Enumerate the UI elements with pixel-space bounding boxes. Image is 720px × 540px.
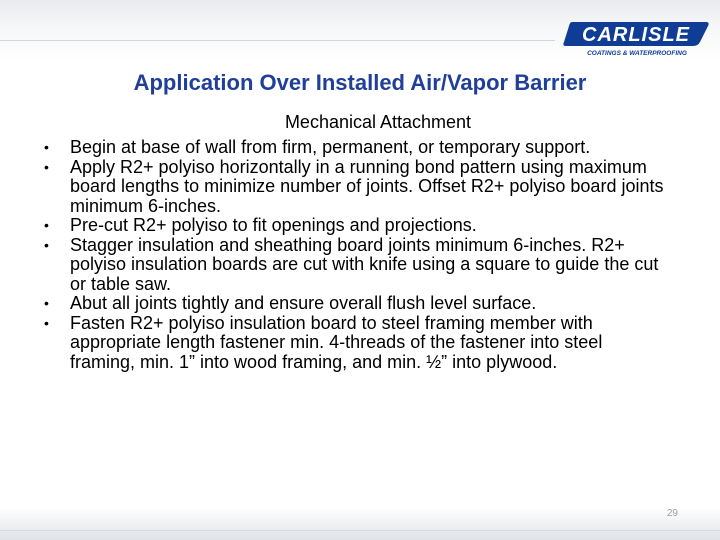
slide-title: Application Over Installed Air/Vapor Barrier: [133, 70, 587, 95]
page-number: 29: [666, 508, 678, 519]
bullet-item: • Fasten R2+ polyiso insulation board to steel framing member with appropriate length fastener min. 4-threads of the fastener into steel framing, min. 1” into wood framing, and min. ½” into plywood.: [70, 314, 670, 373]
bullet-item: • Abut all joints tightly and ensure overall flush level surface.: [70, 294, 670, 314]
footer-band: [0, 508, 720, 540]
bullet-item: • Pre-cut R2+ polyiso to fit openings and projections.: [70, 216, 670, 236]
bullet-item: • Apply R2+ polyiso horizontally in a running bond pattern using maximum board lengths to minimize number of joints. Offset R2+ polyiso board joints minimum 6-inches.: [70, 158, 670, 217]
bullet-list: [70, 138, 670, 372]
slide-subtitle: Mechanical Attachment: [284, 112, 472, 132]
logo-wordmark: CARLISLE: [582, 24, 690, 46]
carlisle-logo: [562, 18, 712, 60]
header-rule: [0, 40, 555, 41]
footer-rule: [0, 530, 720, 531]
logo-tagline: COATINGS & WATERPROOFING: [587, 50, 687, 57]
bullet-item: • Begin at base of wall from firm, permanent, or temporary support.: [70, 138, 670, 158]
carlisle-logo-graphic: [562, 18, 712, 60]
bullet-item: • Stagger insulation and sheathing board joints minimum 6-inches. R2+ polyiso insulation boards are cut with knife using a square to guide the cut or table saw.: [70, 236, 670, 295]
